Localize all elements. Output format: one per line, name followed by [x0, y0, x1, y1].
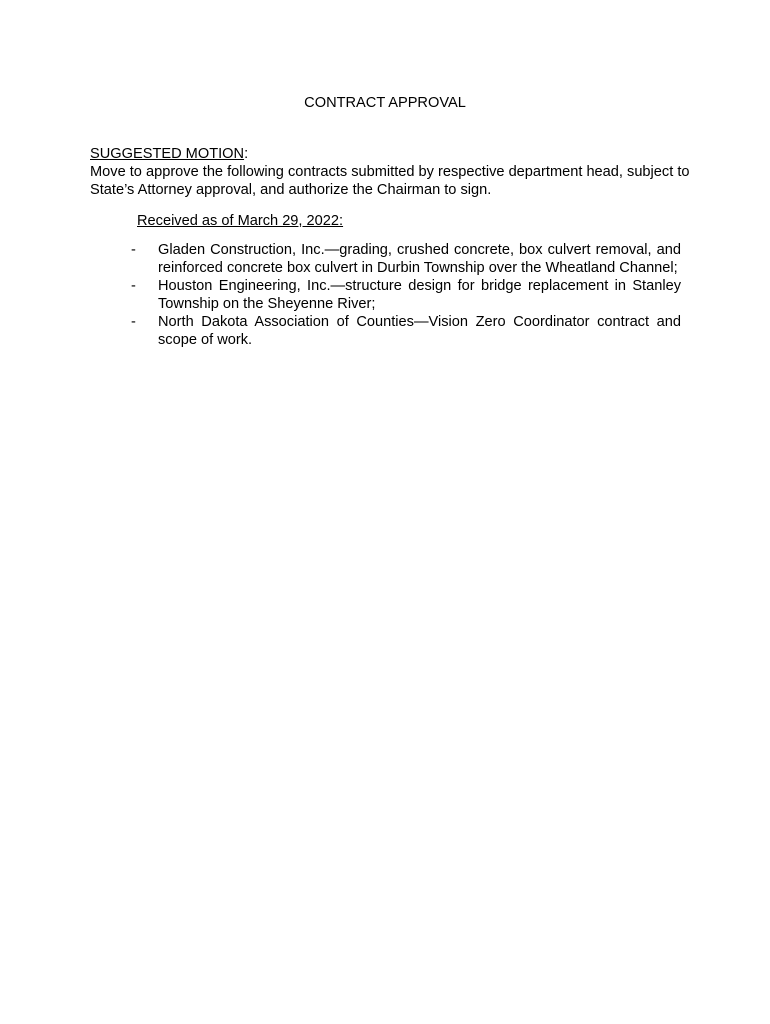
contract-item-text: Gladen Construction, Inc.—grading, crushed concrete, box culvert removal, and reinforced concrete box culvert in Durbin Township over the Wheatland Channel; [158, 242, 681, 276]
contract-item [131, 241, 681, 277]
contract-list [131, 241, 681, 349]
contract-item [131, 277, 681, 313]
contract-item-text: North Dakota Association of Counties—Vision Zero Coordinator contract and scope of work. [158, 314, 681, 348]
motion-heading-label: SUGGESTED MOTION [90, 146, 245, 162]
bullet-dash: - [131, 278, 136, 294]
bullet-dash: - [131, 242, 136, 258]
motion-heading [90, 145, 700, 163]
contract-item [131, 313, 681, 349]
received-date-label: Received as of March 29, 2022: [137, 213, 344, 229]
bullet-dash: - [131, 314, 136, 330]
suggested-motion-block [90, 145, 700, 199]
motion-heading-colon: : [244, 146, 249, 162]
document-title: CONTRACT APPROVAL [304, 95, 466, 111]
motion-text: Move to approve the following contracts submitted by respective department head, subject to State’s Attorney approval, and authorize the Chairman to sign. [90, 164, 690, 198]
contract-item-text: Houston Engineering, Inc.—structure design for bridge replacement in Stanley Township on the Sheyenne River; [158, 278, 681, 312]
